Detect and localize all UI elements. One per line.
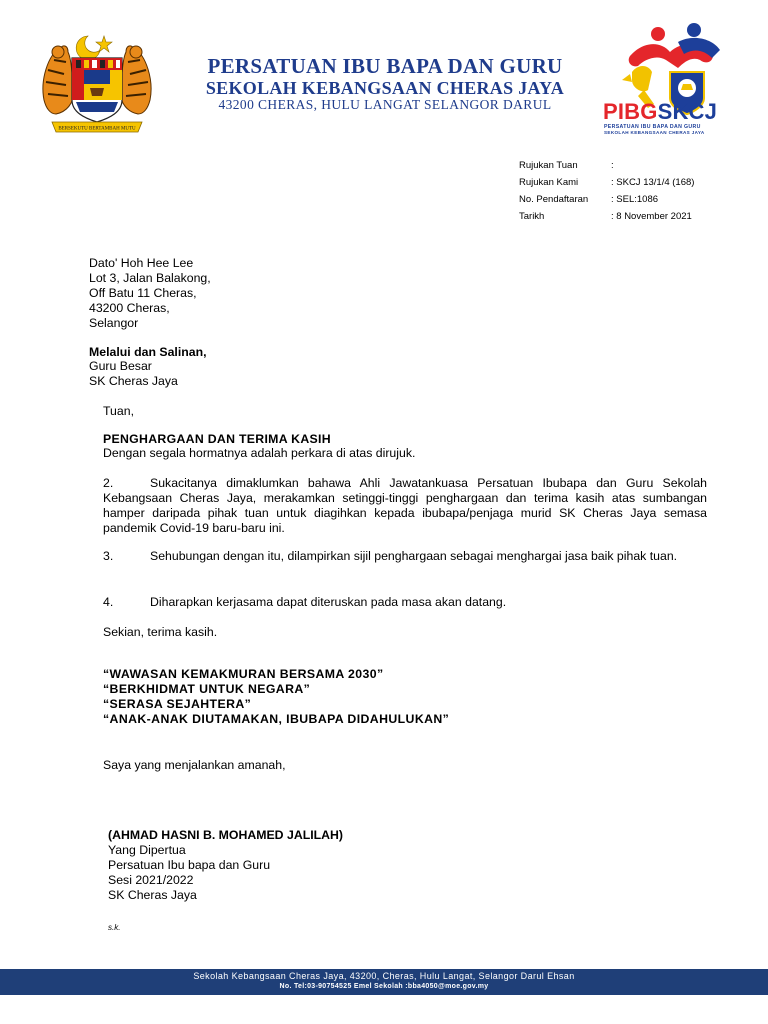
slogan: “SERASA SEJAHTERA” [103,697,252,711]
footer-contact: No. Tel:03-90754525 Emel Sekolah :bba4050@moe.gov.my [279,983,489,990]
slogan: “ANAK-ANAK DIUTAMAKAN, IBUBAPA DIDAHULUKAN” [103,712,450,726]
slogan: “BERKHIDMAT UNTUK NEGARA” [103,682,311,696]
paragraph-number: 4. [103,595,114,609]
reference-label: No. Pendaftaran [519,194,589,205]
paragraph-text: Sukacitanya dimaklumkan bahawa Ahli Jawatankuasa Persatuan Ibubapa dan Guru Sekolah Kebangsaan Cheras Jaya, merakamkan setinggi-tinggi penghargaan dan terima kasih atas sumbangan hamper daripada pihak tuan untuk diagihkan kepada ibubapa/penjaga murid SK Cheras Jaya semasa pandemik Covid-19 baru-baru ini. [103,476,707,535]
reference-label: Tarikh [519,211,545,222]
recipient-line: Lot 3, Jalan Balakong, [89,271,211,285]
paragraph [103,549,707,564]
reference-value: : SKCJ 13/1/4 (168) [611,177,695,188]
reference-label: Rujukan Kami [519,177,579,188]
recipient-line: 43200 Cheras, [89,301,170,315]
via-heading: Melalui dan Salinan, [89,345,207,359]
closing-text: Sekian, terima kasih. [103,625,218,639]
cc-label: s.k. [108,923,121,932]
signatory-name: (AHMAD HASNI B. MOHAMED JALILAH) [108,828,343,842]
recipient-line: Off Batu 11 Cheras, [89,286,197,300]
paragraph [103,476,707,536]
school-name: SEKOLAH KEBANGSAAN CHERAS JAYA [205,78,565,98]
malaysia-coat-of-arms-icon [38,30,156,138]
footer-address: Sekolah Kebangsaan Cheras Jaya, 43200, Cheras, Hulu Langat, Selangor Darul Ehsan [193,971,575,981]
association-title: PERSATUAN IBU BAPA DAN GURU [207,54,563,78]
signatory-line: Persatuan Ibu bapa dan Guru [108,858,271,872]
reference-value: : SEL:1086 [611,194,659,205]
logo-text-skcj: SKCJ [657,99,718,124]
slogan: “WAWASAN KEMAKMURAN BERSAMA 2030” [103,667,384,681]
logo-text-pibg: PIBG [603,99,658,124]
reference-value: : [611,160,614,171]
reference-value: : 8 November 2021 [611,211,692,222]
signatory-line: Yang Dipertua [108,843,186,857]
recipient-line: Selangor [89,316,139,330]
via-line: SK Cheras Jaya [89,374,178,388]
letter-subject: PENGHARGAAN DAN TERIMA KASIH [103,432,331,446]
paragraph-text: Diharapkan kerjasama dapat diteruskan pada masa akan datang. [150,595,507,609]
paragraph-number: 3. [103,549,114,563]
intro-text: Dengan segala hormatnya adalah perkara di atas dirujuk. [103,446,416,460]
logo-subtitle-association: PERSATUAN IBU BAPA DAN GURU [604,124,701,130]
paragraph-text: Sehubungan dengan itu, dilampirkan sijil penghargaan sebagai menghargai jasa baik pihak tuan. [150,549,678,563]
signoff-text: Saya yang menjalankan amanah, [103,758,286,772]
school-address: 43200 CHERAS, HULU LANGAT SELANGOR DARUL [218,97,552,112]
salutation: Tuan, [103,404,134,418]
recipient-line: Dato' Hoh Hee Lee [89,256,194,270]
pibgskcj-logo-text [603,100,717,124]
signatory-line: Sesi 2021/2022 [108,873,194,887]
logo-subtitle-school: SEKOLAH KEBANGSAAN CHERAS JAYA [604,130,705,135]
signatory-line: SK Cheras Jaya [108,888,197,902]
paragraph [103,595,707,610]
paragraph-number: 2. [103,476,114,490]
reference-label: Rujukan Tuan [519,160,578,171]
via-line: Guru Besar [89,359,152,373]
svg-text:BERSEKUTU BERTAMBAH MUTU: BERSEKUTU BERTAMBAH MUTU [58,126,136,132]
